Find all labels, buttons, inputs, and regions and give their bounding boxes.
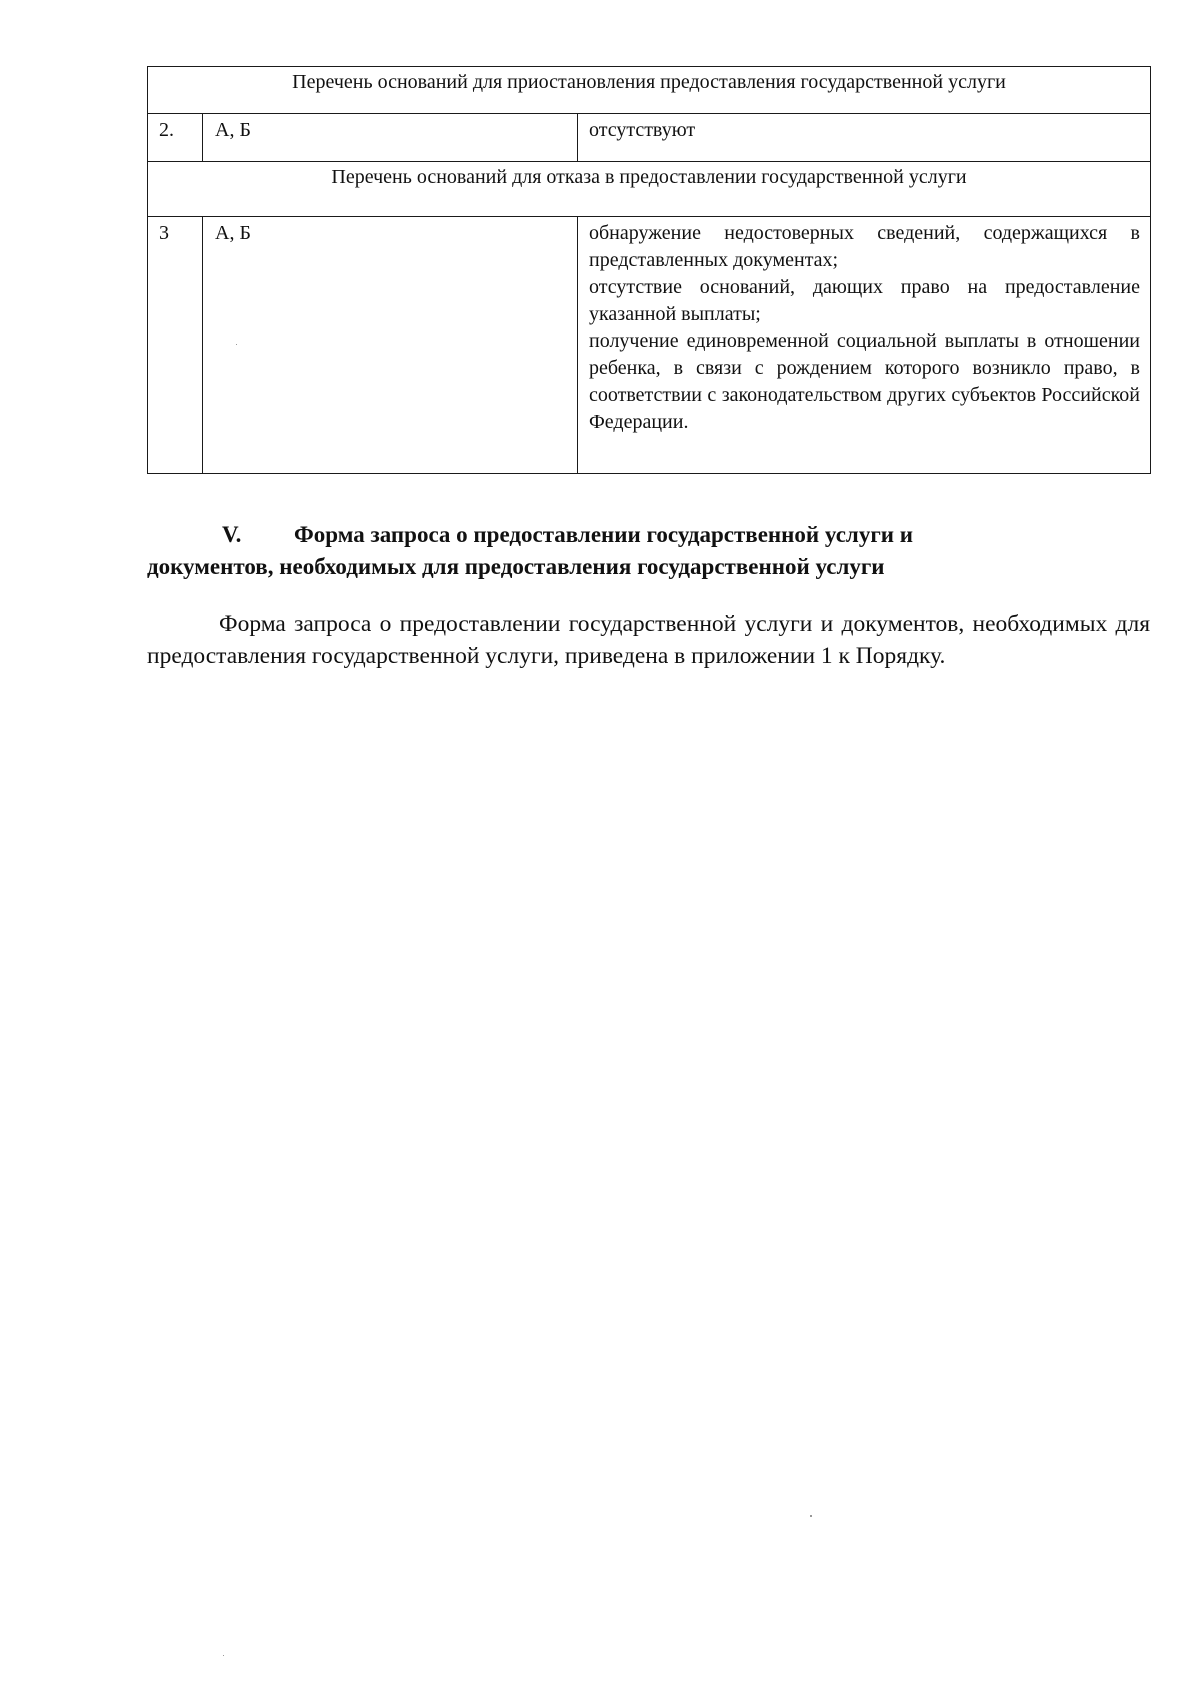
scan-speck xyxy=(236,344,237,345)
scan-speck xyxy=(223,1655,224,1656)
table-row xyxy=(148,217,1151,474)
section-number: V. xyxy=(222,522,242,547)
suspension-header-cell: Перечень оснований для приостановления предоставления государственной услуги xyxy=(148,67,1151,114)
section-title-line1: Форма запроса о предоставлении государственной услуги и xyxy=(294,522,914,547)
ground-item: отсутствие оснований, дающих право на предоставление указанной выплаты; xyxy=(589,276,1140,325)
ground-item: получение единовременной социальной выплаты в отношении ребенка, в связи с рождением которого возникло право, в соответствии с законодательством других субъектов Российской Федерации. xyxy=(589,330,1140,433)
ground-item: обнаружение недостоверных сведений, содержащихся в представленных документах; xyxy=(589,222,1140,271)
grounds-table xyxy=(147,66,1151,474)
section-paragraph: Форма запроса о предоставлении государственной услуги и документов, необходимых для предоставления государственной услуги, приведена в приложении 1 к Порядку. xyxy=(147,611,1150,669)
section-heading xyxy=(147,519,1150,583)
scan-speck xyxy=(810,1515,812,1517)
row-number: 2. xyxy=(148,114,203,162)
row-number: 3 xyxy=(148,217,203,474)
row-grounds-list xyxy=(578,217,1151,474)
row-applicants: А, Б xyxy=(203,114,578,162)
refusal-header-cell: Перечень оснований для отказа в предоставлении государственной услуги xyxy=(148,162,1151,217)
row-grounds: отсутствуют xyxy=(578,114,1151,162)
table-section-header-refusal xyxy=(148,162,1151,217)
row-applicants: А, Б xyxy=(203,217,578,474)
section-heading-line1 xyxy=(147,519,1150,551)
table-row xyxy=(148,114,1151,162)
section-title-line2: документов, необходимых для предоставления государственной услуги xyxy=(147,554,885,579)
table-section-header-suspension xyxy=(148,67,1151,114)
